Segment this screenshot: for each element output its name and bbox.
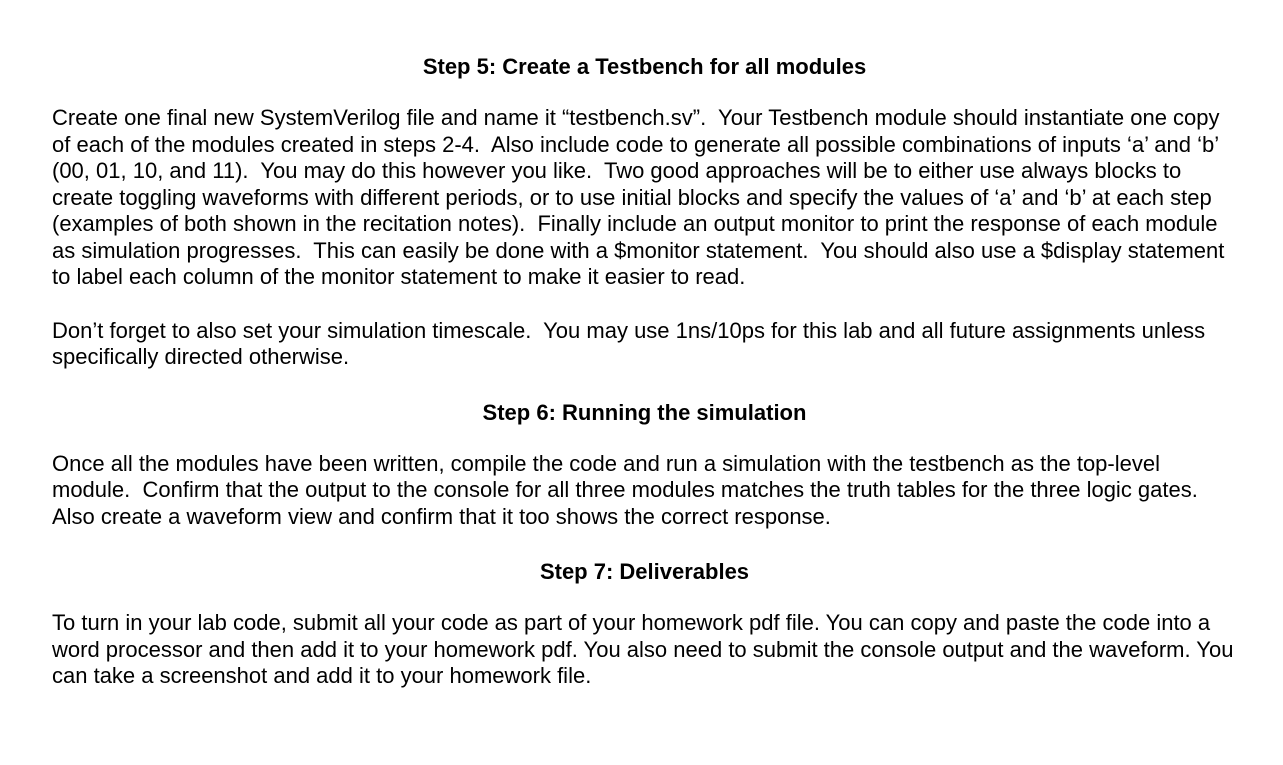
step-5-heading: Step 5: Create a Testbench for all modules — [422, 54, 867, 79]
step-7-paragraph: To turn in your lab code, submit all your code as part of your homework pdf file. You can copy and paste the code into a word processor and then add it to your homework pdf. You also need to submit the console output and the waveform. You can take a screenshot and add it to your homework file. — [52, 610, 1240, 688]
step-7-heading: Step 7: Deliverables — [539, 559, 750, 584]
step-6-paragraph: Once all the modules have been written, compile the code and run a simulation with the testbench as the top-level module. Confirm that the output to the console for all three modules matches the truth tables for the three logic gates. Also create a waveform view and confirm that it too shows the correct response. — [52, 450, 1209, 529]
document-body — [52, 52, 1240, 690]
step-5-paragraph-testbench: Create one final new SystemVerilog file and name it “testbench.sv”. Your Testbench module should instantiate one copy of each of the modules created in steps 2-4. Also include code to generate all possible combinations of inputs ‘a’ and ‘b’ (00, 01, 10, and 11). You may do this however you like. Two good approaches will be to either use always blocks to create toggling waveforms with different periods, or to use initial blocks and specify the values of ‘a’ and ‘b’ at each step (examples of both shown in the recitation notes). Finally include an output monitor to print the response of each module as simulation progresses. This can easily be done with a $monitor statement. You should also use a $display statement to label each column of the monitor statement to make it easier to read. — [52, 105, 1231, 289]
step-5-paragraph-timescale: Don’t forget to also set your simulation timescale. You may use 1ns/10ps for this lab and all future assignments unless specifically directed otherwise. — [52, 317, 1212, 369]
step-6-heading: Step 6: Running the simulation — [482, 399, 807, 425]
